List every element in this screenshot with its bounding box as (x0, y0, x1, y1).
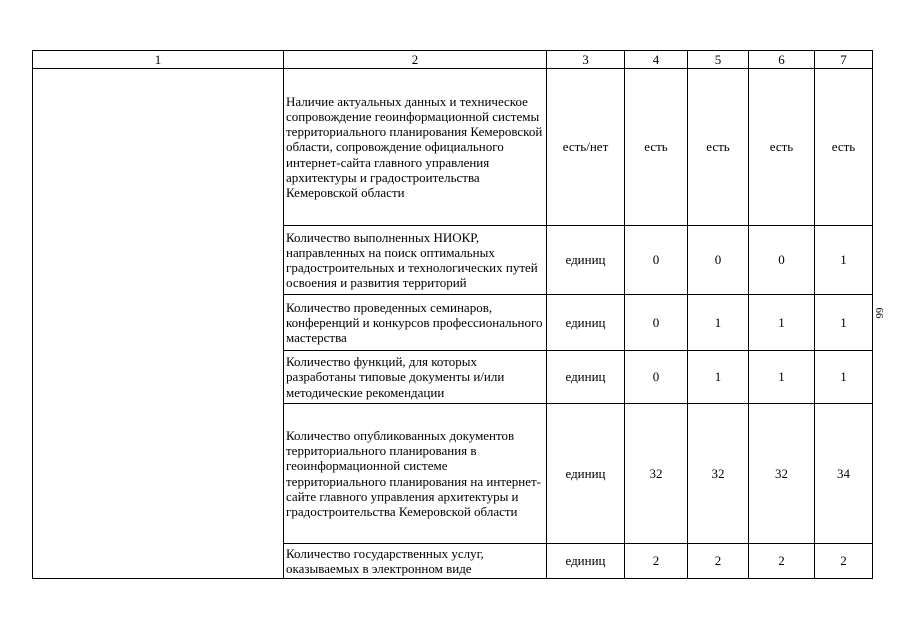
unit-cell: единиц (547, 295, 625, 351)
table-header-row (33, 51, 873, 69)
value-col5: 2 (688, 544, 749, 579)
indicators-table (32, 50, 873, 579)
unit-cell: есть/нет (547, 69, 625, 226)
value-col7: 1 (815, 226, 873, 295)
indicator-name: Количество государственных услуг, оказываемых в электронном виде (284, 544, 547, 579)
column-header-7: 7 (815, 51, 873, 69)
value-col6: 0 (749, 226, 815, 295)
unit-cell: единиц (547, 544, 625, 579)
value-col6: 2 (749, 544, 815, 579)
value-col4: 0 (625, 351, 688, 404)
value-col4: 32 (625, 404, 688, 544)
value-col6: 1 (749, 351, 815, 404)
column-header-4: 4 (625, 51, 688, 69)
column-header-1: 1 (33, 51, 284, 69)
value-col6: 1 (749, 295, 815, 351)
unit-cell: единиц (547, 404, 625, 544)
indicator-name: Количество опубликованных документов территориального планирования в геоинформационной системе территориального планирования на интернет-сайте главного управления архитектуры и градостроительства Кемеровской области (284, 404, 547, 544)
value-col4: 0 (625, 226, 688, 295)
value-col4: 2 (625, 544, 688, 579)
column-header-2: 2 (284, 51, 547, 69)
table-row (33, 69, 873, 226)
value-col5: 1 (688, 295, 749, 351)
unit-cell: единиц (547, 226, 625, 295)
value-col7: 2 (815, 544, 873, 579)
value-col5: есть (688, 69, 749, 226)
indicator-name: Наличие актуальных данных и техническое сопровождение геоинформационной системы территориального планирования Кемеровской области, сопровождение официального интернет-сайта главного управления архитектуры и градостроительства Кемеровской области (284, 69, 547, 226)
indicator-name: Количество функций, для которых разработаны типовые документы и/или методические рекомендации (284, 351, 547, 404)
value-col7: 1 (815, 295, 873, 351)
value-col4: 0 (625, 295, 688, 351)
indicator-name: Количество проведенных семинаров, конференций и конкурсов профессионального мастерства (284, 295, 547, 351)
column-header-5: 5 (688, 51, 749, 69)
value-col7: есть (815, 69, 873, 226)
indicator-name: Количество выполненных НИОКР, направленных на поиск оптимальных градостроительных и технологических путей освоения и развития территорий (284, 226, 547, 295)
value-col5: 0 (688, 226, 749, 295)
value-col4: есть (625, 69, 688, 226)
value-col7: 34 (815, 404, 873, 544)
column-header-3: 3 (547, 51, 625, 69)
page-number: 66 (873, 307, 885, 319)
value-col7: 1 (815, 351, 873, 404)
value-col6: 32 (749, 404, 815, 544)
program-name-cell (33, 69, 284, 579)
column-header-6: 6 (749, 51, 815, 69)
unit-cell: единиц (547, 351, 625, 404)
value-col5: 1 (688, 351, 749, 404)
value-col6: есть (749, 69, 815, 226)
value-col5: 32 (688, 404, 749, 544)
